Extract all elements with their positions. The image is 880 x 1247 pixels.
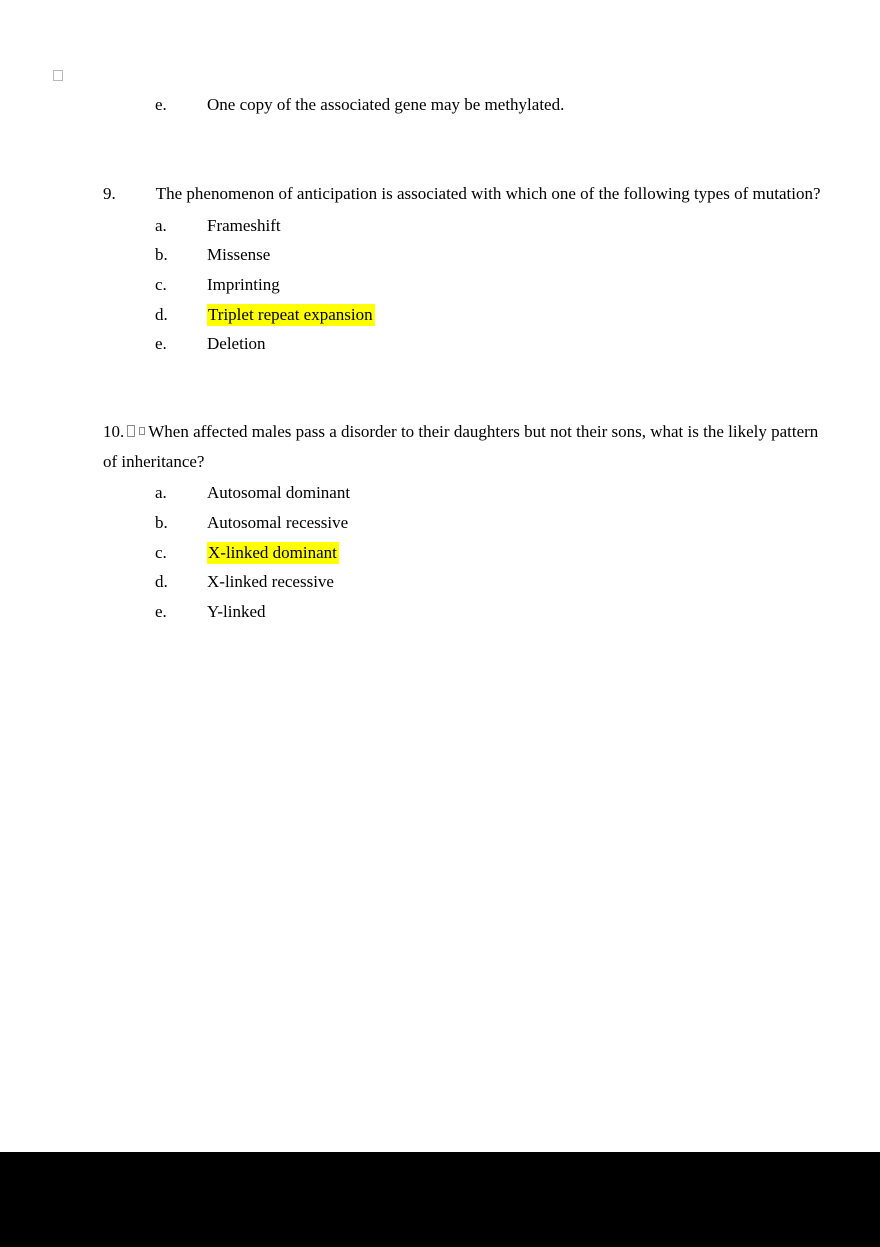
option-text: Imprinting [207,275,280,295]
question-9-text [103,179,834,209]
option-text: X-linked recessive [207,572,334,592]
question-9 [103,179,834,359]
option-row [103,478,834,508]
option-letter: e. [155,95,167,114]
question-text: When affected males pass a disorder to their daughters but not their sons, what is the likely pattern of inheritance? [103,422,819,471]
option-letter: a. [155,483,167,503]
question-number: 9. [103,184,116,203]
option-row [103,90,834,120]
option-row [103,270,834,300]
option-letter: e. [155,602,167,622]
option-text-highlighted: X-linked dominant [208,542,337,562]
option-text-highlighted: Triplet repeat expansion [208,304,373,324]
option-text: Autosomal dominant [207,483,351,503]
orphan-option-block [103,90,834,120]
option-letter: e. [155,334,167,354]
option-text: Frameshift [207,215,281,235]
option-letter: d. [155,572,168,592]
option-letter: c. [155,542,167,562]
empty-box-glyph [127,425,135,437]
question-number: 10. [103,422,125,441]
option-row [103,567,834,597]
question-10 [103,417,834,627]
option-letter: a. [155,215,167,235]
option-letter: b. [155,245,168,265]
question-10-text [103,417,834,476]
question-10-options [103,478,834,626]
empty-box-glyph [139,427,145,435]
option-row [103,300,834,330]
option-row [103,538,834,568]
option-text: Y-linked [207,602,266,622]
option-letter: d. [155,304,168,324]
option-row [103,240,834,270]
option-row [103,597,834,627]
footer-black-bar [0,1152,880,1247]
option-row [103,329,834,359]
option-text: Deletion [207,334,266,354]
question-text: The phenomenon of anticipation is associated with which one of the following types of mutation? [155,184,821,203]
option-text: One copy of the associated gene may be methylated. [207,95,565,114]
option-letter: b. [155,513,168,533]
option-row [103,211,834,241]
option-row [103,508,834,538]
option-letter: c. [155,275,167,295]
option-text: Missense [207,245,271,265]
empty-box-glyph [53,70,63,81]
option-text: Autosomal recessive [207,513,349,533]
question-9-options [103,211,834,359]
